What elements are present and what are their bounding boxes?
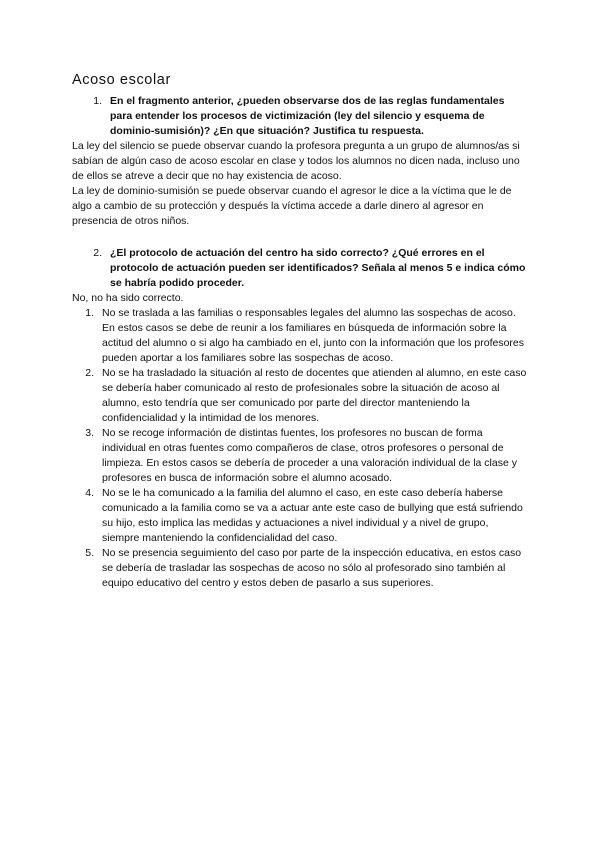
answer-2-intro: No, no ha sido correcto. — [72, 292, 184, 304]
answer-1-paragraph-domination: La ley de dominio-sumisión se puede observar cuando el agresor le dice a la víctima que le de algo a cambio de su protección y después la víctima accede a darle dinero al agresor en presencia de otros niños. — [72, 185, 512, 227]
list-item-number: 1. — [85, 307, 94, 319]
list-item — [72, 546, 528, 591]
question-1 — [72, 94, 528, 139]
list-item-text: No se traslada a las familias o responsables legales del alumno las sospechas de acoso. En estos casos se debe de reunir a los familiares en búsqueda de información sobre la actitud del alumno o si algo ha cambiado en el, junto con la información que los profesores pueden aportar a los familiares sobre las sospechas de acoso. — [102, 307, 525, 364]
list-item-text: No se presencia seguimiento del caso por parte de la inspección educativa, en estos caso se debería de trasladar las sospechas de acoso no sólo al profesorado sino también al equipo educativo del centro y estos deben de pasarlo a sus superiores. — [102, 547, 522, 589]
list-item — [72, 486, 528, 546]
question-2-text: ¿El protocolo de actuación del centro ha sido correcto? ¿Qué errores en el protocolo de actuación pueden ser identificados? Señala al menos 5 e indica cómo se habría podido proceder. — [110, 247, 526, 289]
answer-1-paragraph-silence: La ley del silencio se puede observar cuando la profesora pregunta a un grupo de alumnos/as si sabían de algún caso de acoso escolar en clase y todos los alumnos no dicen nada, incluso uno de ellos se atreve a decir que no hay existencia de acoso. — [72, 140, 520, 182]
list-item — [72, 426, 528, 486]
list-item-text: No se le ha comunicado a la familia del alumno el caso, en este caso debería haberse comunicado a la familia como se va a actuar ante este caso de bullying que está sufriendo su hijo, esto implica las medidas y actuaciones a nivel individual y a nivel de grupo, siempre manteniendo la confidencialidad del caso. — [102, 487, 523, 544]
question-1-text: En el fragmento anterior, ¿pueden observarse dos de las reglas fundamentales para entender los procesos de victimización (ley del silencio y esquema de dominio-sumisión)? ¿En que situación? Justifica tu respuesta. — [110, 95, 505, 137]
question-1-number: 1. — [93, 95, 102, 107]
document-title: Acoso escolar — [72, 72, 171, 88]
question-2 — [72, 246, 528, 291]
errors-list — [72, 306, 528, 591]
section-spacer — [72, 229, 528, 246]
list-item-text: No se recoge información de distintas fuentes, los profesores no buscan de forma individual en otras fuentes como compañeros de clase, otros profesores o personal de limpieza. En estos casos se debería de proceder a una valoración individual de la clase y profesores en busca de información sobre el alumno acosado. — [102, 427, 517, 484]
list-item-number: 4. — [85, 487, 94, 499]
list-item-text: No se ha trasladado la situación al resto de docentes que atienden al alumno, en este caso se debería haber comunicado al resto de profesionales sobre la situación de acoso al alumno, esto tendría que ser comunicado por parte del director manteniendo la confidencialidad y la intimidad de los menores. — [102, 367, 527, 424]
list-item — [72, 306, 528, 366]
list-item — [72, 366, 528, 426]
list-item-number: 3. — [85, 427, 94, 439]
list-item-number: 5. — [85, 547, 94, 559]
document-page — [72, 72, 528, 591]
question-2-number: 2. — [93, 247, 102, 259]
list-item-number: 2. — [85, 367, 94, 379]
